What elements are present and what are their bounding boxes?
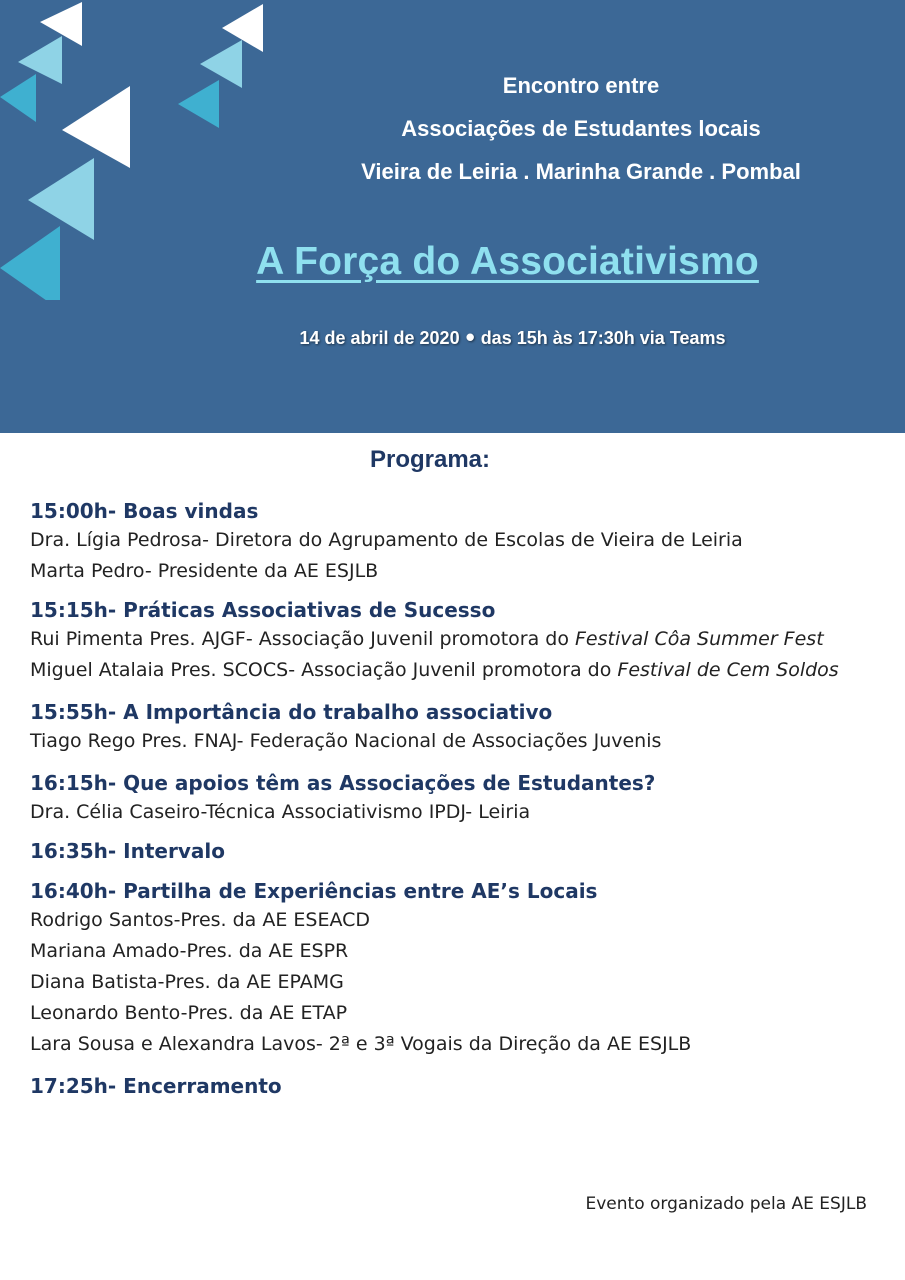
festival-name: Festival de Cem Soldos [617,659,839,681]
line-text: Rui Pimenta Pres. AJGF- Associação Juvenil promotora do [30,628,575,650]
event-time: das 15h às 17:30h via Teams [480,328,726,348]
section-line: Tiago Rego Pres. FNAJ- Federação Nacional de Associações Juvenis [30,730,662,752]
triangle-shape [0,226,60,300]
triangle-shape [18,36,62,84]
programa-heading: Programa: [369,446,491,473]
triangle-shape [0,74,36,122]
triangle-shape [28,158,94,240]
section-line: Diana Batista-Pres. da AE EPAMG [30,971,344,993]
triangle-shape [62,86,130,168]
section-line: Leonardo Bento-Pres. da AE ETAP [30,1002,348,1024]
section-title: 17:25h- Encerramento [30,1074,282,1098]
intro-line: Encontro entre [502,73,660,98]
section-title: 15:55h- A Importância do trabalho associativo [30,700,553,724]
organizer-note: Evento organizado pela AE ESJLB [585,1194,867,1214]
programa-list [30,497,895,1100]
section-line: Dra. Lígia Pedrosa- Diretora do Agrupamento de Escolas de Vieira de Leiria [30,529,743,551]
section-line: Dra. Célia Caseiro-Técnica Associativismo IPDJ- Leiria [30,801,531,823]
section-line: Lara Sousa e Alexandra Lavos- 2ª e 3ª Vogais da Direção da AE ESJLB [30,1033,692,1055]
section-title: 16:35h- Intervalo [30,839,225,863]
event-date-line [200,322,825,353]
triangle-shape [200,40,242,88]
section-line [30,655,895,686]
date-separator: • [465,322,475,352]
section-line: Marta Pedro- Presidente da AE ESJLB [30,560,379,582]
triangle-shape [222,4,263,52]
header-banner [0,0,905,433]
section-line: Rodrigo Santos-Pres. da AE ESEACD [30,909,371,931]
intro-line: Associações de Estudantes locais [401,116,761,141]
section-title: 16:40h- Partilha de Experiências entre AE’s Locais [30,879,598,903]
event-intro [300,64,862,193]
intro-line: Vieira de Leiria . Marinha Grande . Pombal [361,159,801,184]
section-title: 15:00h- Boas vindas [30,499,259,523]
festival-name: Festival Côa Summer Fest [575,628,824,650]
section-title: 15:15h- Práticas Associativas de Sucesso [30,598,496,622]
section-line [30,624,895,655]
section-line: Mariana Amado-Pres. da AE ESPR [30,940,349,962]
event-title: A Força do Associativismo [256,240,759,283]
section-title: 16:15h- Que apoios têm as Associações de Estudantes? [30,771,656,795]
event-date: 14 de abril de 2020 [299,328,460,348]
triangle-shape [178,80,219,128]
line-text: Miguel Atalaia Pres. SCOCS- Associação Juvenil promotora do [30,659,618,681]
